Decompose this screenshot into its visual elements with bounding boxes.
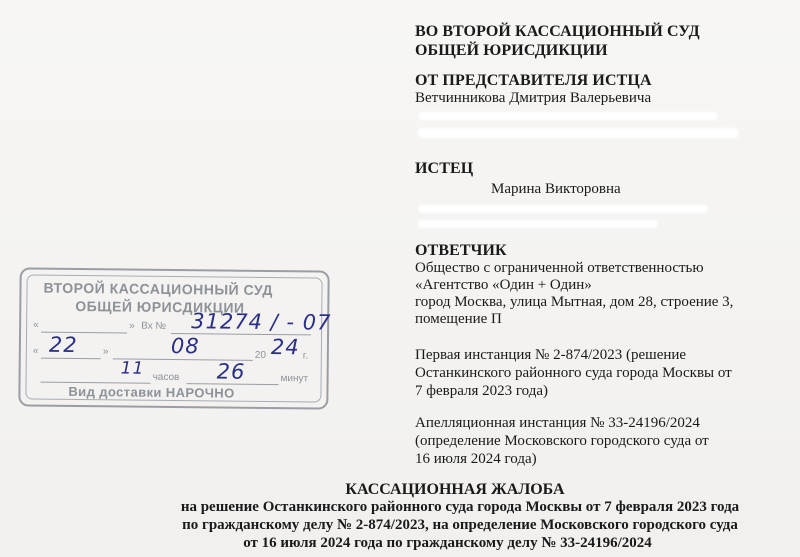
first-instance-line: Останкинского районного суда города Москвы от xyxy=(415,365,732,381)
first-instance-block xyxy=(415,346,795,400)
stamp-hours-handwritten: 11 xyxy=(120,358,145,379)
appeal-instance-line: Апелляционная инстанция № 33-24196/2024 xyxy=(415,415,700,431)
representative-name: Ветчинникова Дмитрия Валерьевича xyxy=(415,90,652,106)
complaint-subject-line: по гражданскому делу № 2-874/2023, на определение Московского городского суда xyxy=(182,517,738,533)
stamp-quote-open: « xyxy=(32,345,39,357)
first-instance-line: Первая инстанция № 2-874/2023 (решение xyxy=(415,347,687,363)
stamp-day-handwritten: 22 xyxy=(48,332,78,357)
defendant-block xyxy=(415,241,795,328)
plaintiff-label: ИСТЕЦ xyxy=(415,160,474,177)
stamp-quote-open: « xyxy=(33,319,39,331)
defendant-label: ОТВЕТЧИК xyxy=(415,242,507,259)
stamp-minutes-handwritten: 26 xyxy=(216,359,246,384)
court-name-line2: ОБЩЕЙ ЮРИСДИКЦИИ xyxy=(415,42,608,59)
stamp-in-no-handwritten: 31274 / - 07 xyxy=(191,309,332,335)
complaint-subject-line: на решение Останкинского районного суда города Москвы от 7 февраля 2023 года xyxy=(180,499,740,515)
plaintiff-name: Марина Викторовна xyxy=(491,181,621,197)
stamp-in-no-label: Вх № xyxy=(141,320,167,332)
stamp-delivery: Вид доставки НАРОЧНО xyxy=(68,383,235,401)
court-name-line1: ВО ВТОРОЙ КАССАЦИОННЫЙ СУД xyxy=(415,23,700,40)
representative-label: ОТ ПРЕДСТАВИТЕЛЯ ИСТЦА xyxy=(415,72,652,89)
plaintiff-block xyxy=(415,159,795,198)
defendant-line: помещение П xyxy=(415,311,502,327)
court-addressee xyxy=(415,22,795,60)
complaint-title: КАССАЦИОННАЯ ЖАЛОБА xyxy=(345,481,565,498)
defendant-line: Общество с ограниченной ответственностью xyxy=(415,260,704,276)
stamp-court-line1: ВТОРОЙ КАССАЦИОННЫЙ СУД xyxy=(43,279,274,299)
stamp-quote-close: » xyxy=(129,320,135,332)
defendant-line: город Москва, улица Мытная, дом 28, строение 3, xyxy=(415,294,734,310)
stamp-hours-label: часов xyxy=(152,371,180,384)
redaction xyxy=(418,128,738,138)
first-instance-line: 7 февраля 2023 года) xyxy=(415,383,549,399)
defendant-line: «Агентство «Один + Один» xyxy=(415,277,592,293)
stamp-month-handwritten: 08 xyxy=(170,333,200,359)
stamp-quote-close: » xyxy=(102,346,109,358)
stamp-year-handwritten: 24 xyxy=(270,335,300,360)
redaction xyxy=(418,205,708,213)
redaction xyxy=(418,220,658,228)
stamp-year-label: г. xyxy=(302,350,309,362)
registration-stamp xyxy=(18,267,332,409)
representative-block xyxy=(415,71,795,107)
appeal-instance-line: 16 июля 2024 года) xyxy=(415,451,537,467)
stamp-court-line2: ОБЩЕЙ ЮРИСДИКЦИИ xyxy=(75,297,245,316)
stamp-year-prefix: 20 xyxy=(254,349,267,361)
appeal-instance-block xyxy=(415,414,795,468)
redaction xyxy=(418,112,718,120)
complaint-subject-line: от 16 июля 2024 года по гражданскому делу № 33-24196/2024 xyxy=(243,535,652,551)
appeal-instance-line: (определение Московского городского суда от xyxy=(415,433,709,449)
stamp-minutes-label: минут xyxy=(280,373,309,385)
